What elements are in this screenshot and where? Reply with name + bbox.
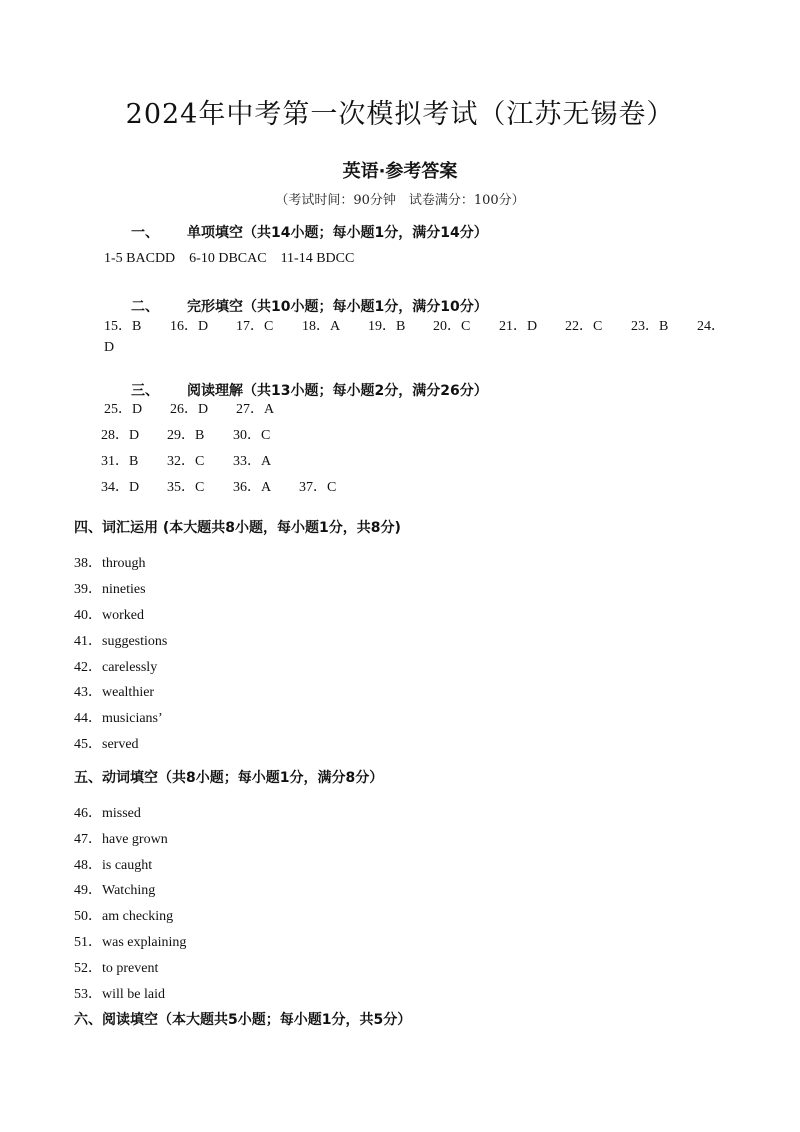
answer-item: 21．D: [499, 319, 538, 334]
answer-item: 17．C: [236, 319, 274, 334]
list-item: 45．served: [74, 737, 139, 752]
list-item: 53．will be laid: [74, 987, 165, 1002]
section-3-heading: [131, 380, 488, 400]
answer-item: 30．C: [233, 428, 271, 443]
section-1-answers: 1-5 BACDD 6-10 DBCAC 11-14 BDCC: [104, 251, 355, 266]
answer-item: 22．C: [565, 319, 603, 334]
answer-item: 28．D: [101, 428, 140, 443]
list-item: 43．wealthier: [74, 685, 155, 700]
section-2-title: 完形填空（共10小题；每小题1分，满分10分）: [187, 299, 488, 315]
list-item: 47．have grown: [74, 832, 168, 847]
list-item: 40．worked: [74, 608, 144, 623]
section-3-title: 阅读理解（共13小题；每小题2分，满分26分）: [187, 383, 488, 399]
answer-item: 18．A: [302, 319, 341, 334]
answer-item: 27．A: [236, 402, 275, 417]
list-item: 50．am checking: [74, 909, 174, 924]
list-item: 52．to prevent: [74, 961, 159, 976]
list-item: 38．through: [74, 556, 146, 571]
answer-item: 15．B: [104, 319, 142, 334]
page-subtitle: 英语·参考答案: [342, 161, 458, 182]
section-1-heading: [131, 222, 488, 242]
answer-item: 26．D: [170, 402, 209, 417]
list-item: 49．Watching: [74, 883, 156, 898]
list-item: 48．is caught: [74, 858, 153, 873]
answer-item: 34．D: [101, 480, 140, 495]
answer-item: 16．D: [170, 319, 209, 334]
section-2-heading: [131, 296, 488, 316]
section-1-number: 一、: [131, 225, 159, 241]
list-item: 39．nineties: [74, 582, 146, 597]
section-6-heading: 六、阅读填空（本大题共5小题；每小题1分，共5分）: [74, 1012, 412, 1028]
answer-item: 24．: [697, 319, 725, 334]
list-item: 51．was explaining: [74, 935, 187, 950]
answer-item: 37．C: [299, 480, 337, 495]
answer-item: 25．D: [104, 402, 143, 417]
section-3-number: 三、: [131, 383, 159, 399]
list-item: 41．suggestions: [74, 634, 168, 649]
list-item: 44．musicians’: [74, 711, 163, 726]
exam-info: （考试时间：90分钟 试卷满分：100分）: [275, 193, 525, 208]
section-4-heading: 四、词汇运用 (本大题共8小题，每小题1分，共8分): [74, 520, 401, 536]
answer-item: 23．B: [631, 319, 669, 334]
section-5-heading: 五、动词填空（共8小题；每小题1分，满分8分）: [74, 770, 384, 786]
answer-item: 31．B: [101, 454, 139, 469]
page-title: 2024年中考第一次模拟考试（江苏无锡卷）: [125, 99, 675, 130]
section-1-title: 单项填空（共14小题；每小题1分，满分14分）: [187, 225, 488, 241]
list-item: 42．carelessly: [74, 660, 158, 675]
answer-item: 35．C: [167, 480, 205, 495]
section-2-number: 二、: [131, 299, 159, 315]
answer-item: 20．C: [433, 319, 471, 334]
answer-item: 33．A: [233, 454, 272, 469]
answer-item: 29．B: [167, 428, 205, 443]
answer-item: 36．A: [233, 480, 272, 495]
answer-item: 19．B: [368, 319, 406, 334]
list-item: 46．missed: [74, 806, 141, 821]
answer-item: D: [104, 340, 115, 355]
answer-item: 32．C: [167, 454, 205, 469]
